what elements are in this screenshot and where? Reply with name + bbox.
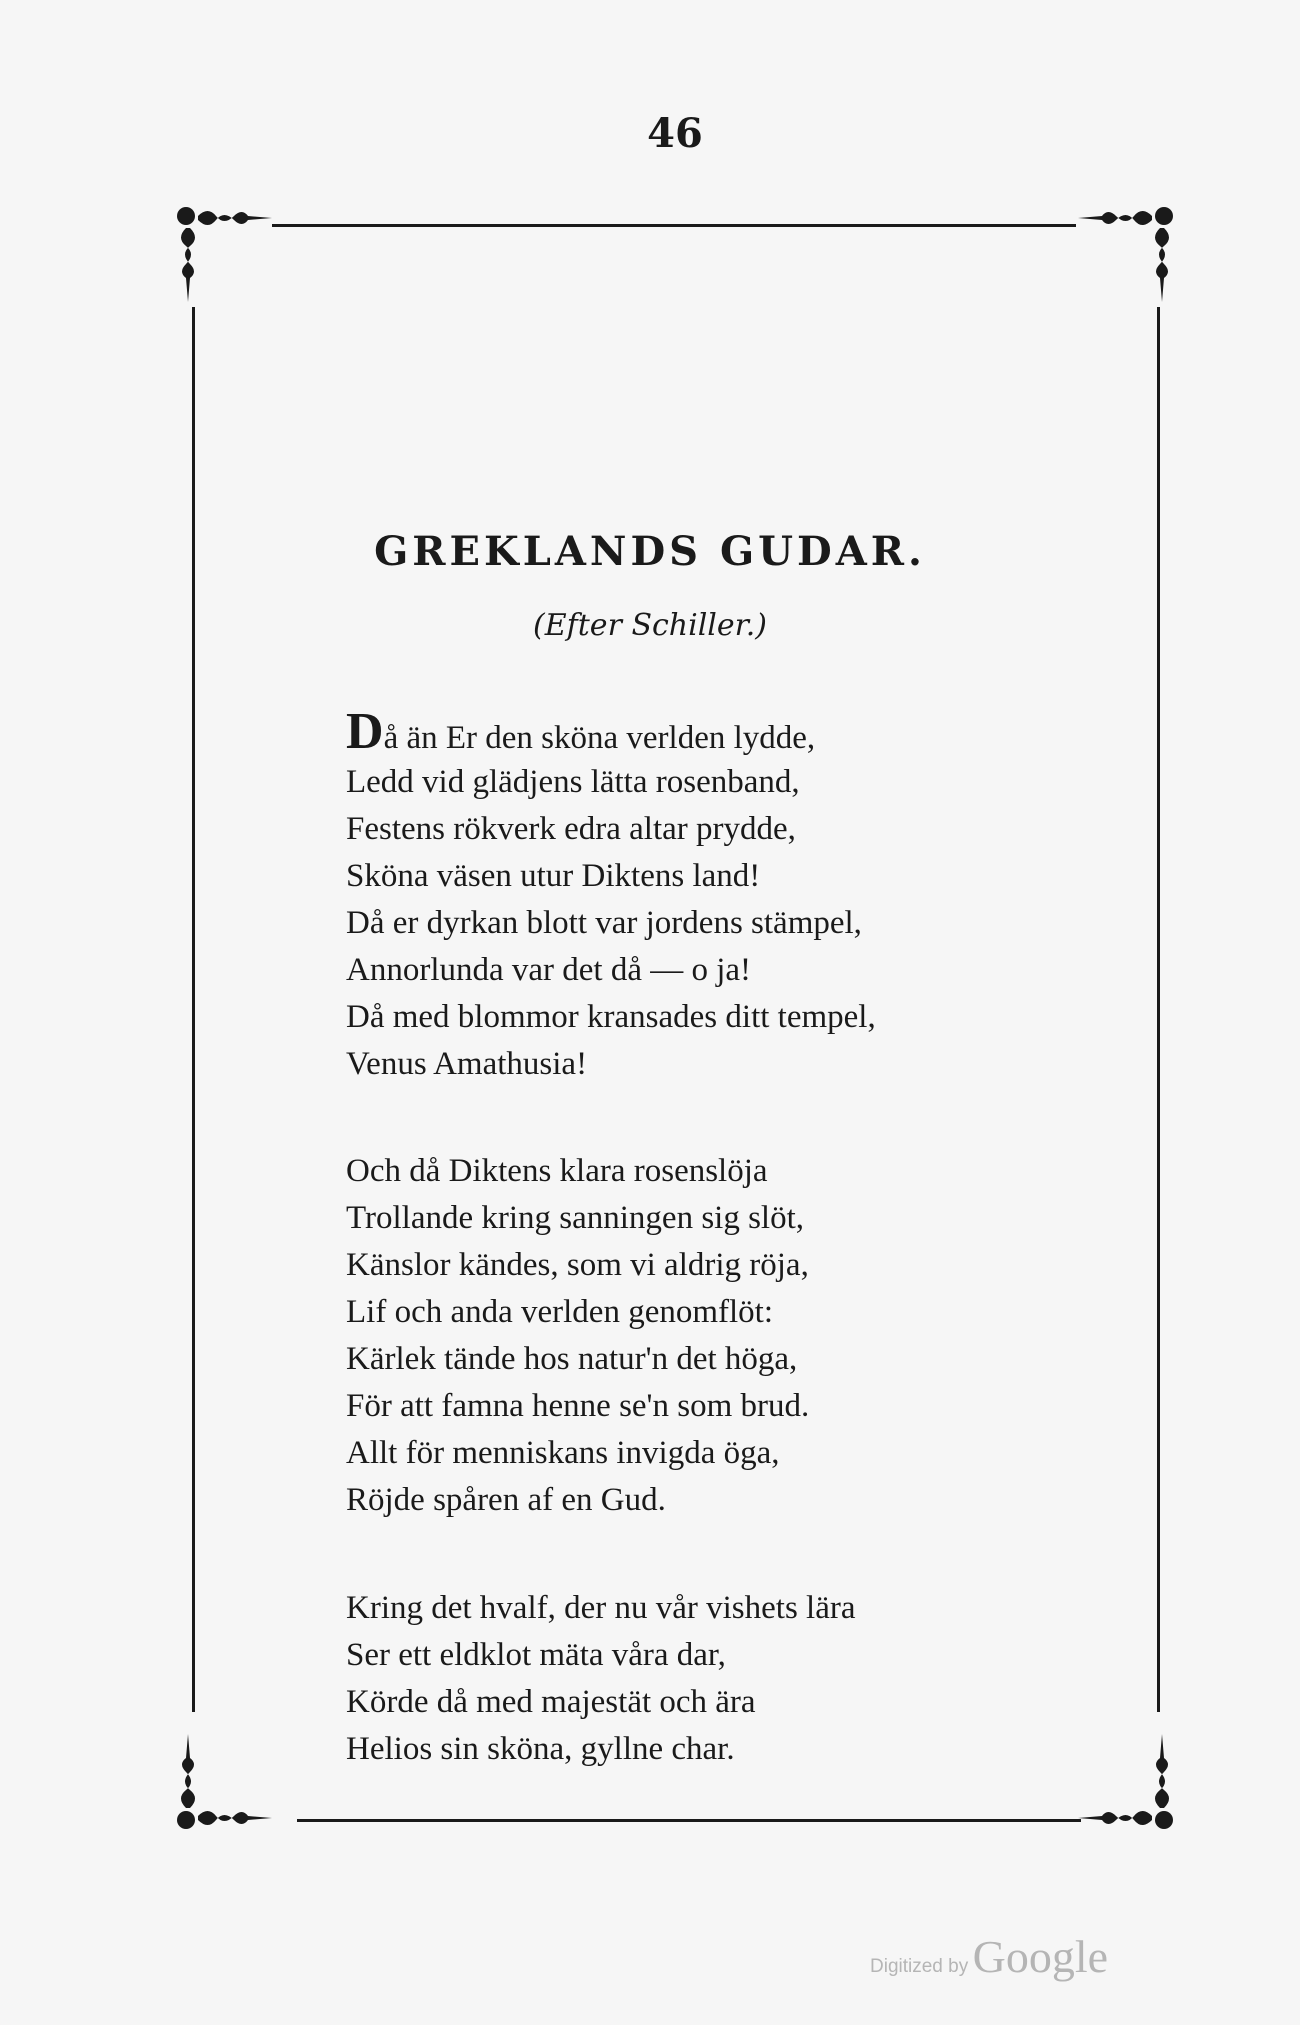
border-bottom-rule xyxy=(297,1819,1081,1822)
poem-line: Ledd vid glädjens lätta rosenband, xyxy=(346,764,800,800)
poem-line: Ser ett eldklot mäta våra dar, xyxy=(346,1637,726,1673)
stanza-1 xyxy=(346,703,1026,1088)
poem-line xyxy=(346,703,1026,760)
poem-line: Lif och anda verlden genomflöt: xyxy=(346,1294,774,1330)
digitized-by-google-watermark xyxy=(870,1930,1108,1983)
poem-line: Kring det hvalf, der nu vår vishets lära xyxy=(346,1590,856,1626)
floral-corner-ornament-icon xyxy=(1068,202,1178,312)
poem-line: Körde då med majestät och ära xyxy=(346,1684,756,1720)
poem-line: Venus Amathusia! xyxy=(346,1046,588,1082)
page-number: 46 xyxy=(647,110,703,157)
border-top-rule xyxy=(272,224,1076,227)
poem-title: GREKLANDS GUDAR. xyxy=(374,528,926,575)
stanza-3 xyxy=(346,1585,1026,1773)
border-right-rule xyxy=(1157,307,1160,1712)
poem-subtitle: (Efter Schiller.) xyxy=(533,608,767,643)
poem-line: Allt för menniskans invigda öga, xyxy=(346,1435,780,1471)
poem-line: Sköna väsen utur Diktens land! xyxy=(346,858,761,894)
poem-line: För att famna henne se'n som brud. xyxy=(346,1388,810,1424)
poem-line: Då med blommor kransades ditt tempel, xyxy=(346,999,876,1035)
poem-line: Helios sin sköna, gyllne char. xyxy=(346,1731,735,1767)
poem-line: Känslor kändes, som vi aldrig röja, xyxy=(346,1247,809,1283)
stanza-2 xyxy=(346,1148,1026,1524)
poem-line: Festens rökverk edra altar prydde, xyxy=(346,811,796,847)
poem-line: Röjde spåren af en Gud. xyxy=(346,1482,666,1518)
border-left-rule xyxy=(192,307,195,1712)
poem-line-text: å än Er den sköna verlden lydde, xyxy=(383,720,816,756)
google-logo-text: Google xyxy=(972,1931,1109,1982)
digitized-by-label: Digitized by xyxy=(870,1956,969,1977)
poem-line: Kärlek tände hos natur'n det höga, xyxy=(346,1341,798,1377)
floral-corner-ornament-icon xyxy=(172,202,282,312)
poem-line: Annorlunda var det då — o ja! xyxy=(346,952,752,988)
drop-cap-initial: D xyxy=(346,703,384,760)
poem-line: Trollande kring sanningen sig slöt, xyxy=(346,1200,805,1236)
floral-corner-ornament-icon xyxy=(172,1724,282,1834)
poem-line: Och då Diktens klara rosenslöja xyxy=(346,1153,768,1189)
poem-line: Då er dyrkan blott var jordens stämpel, xyxy=(346,905,862,941)
floral-corner-ornament-icon xyxy=(1068,1724,1178,1834)
